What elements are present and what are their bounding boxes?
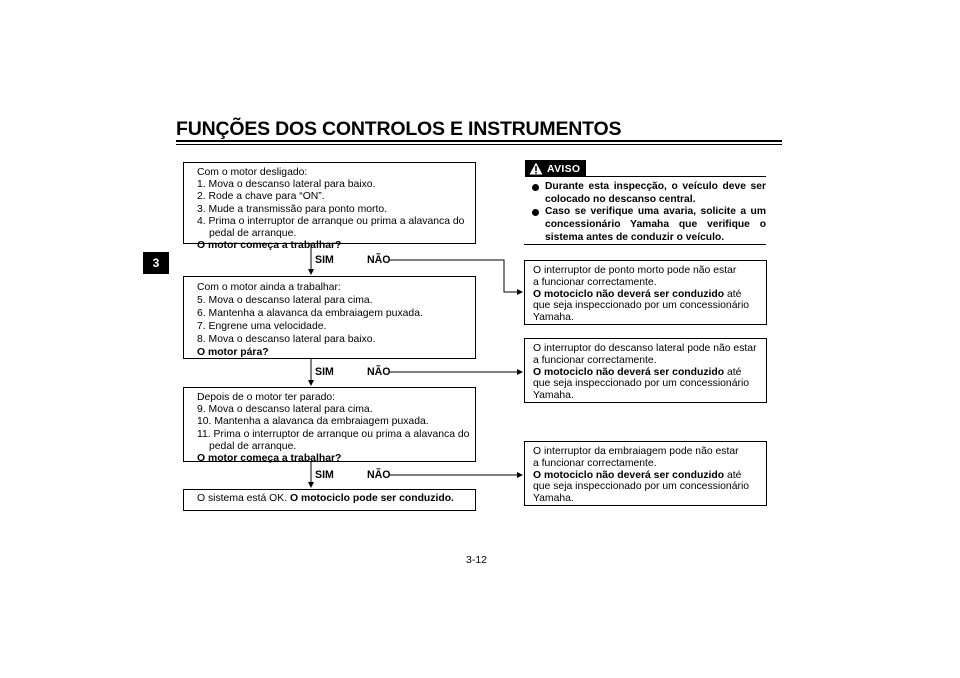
step-2-line: 6. Mantenha a alavanca da embraiagem puxada. [197, 308, 423, 320]
step-1-line: 4. Prima o interruptor de arranque ou prima a alavanca do [197, 215, 465, 227]
fault-line: a funcionar correctamente. [533, 276, 657, 288]
fault-bold: O motociclo não deverá ser conduzido [533, 469, 725, 481]
fault-bold: O motociclo não deverá ser conduzido [533, 366, 725, 378]
no-label-1: NÃO [367, 254, 391, 266]
step-2-line: 5. Mova o descanso lateral para cima. [197, 295, 373, 307]
fault-line: Yamaha. [533, 312, 574, 324]
result-bold: O motociclo pode ser conduzido. [289, 493, 454, 504]
warning-label: AVISO [547, 162, 581, 175]
step-3-line: 9. Mova o descanso lateral para cima. [197, 404, 373, 416]
step-3-question: O motor começa a trabalhar? [197, 453, 342, 465]
warning-rule-top [586, 176, 766, 177]
step-3-line: 10. Mantenha a alavanca da embraiagem puxada. [197, 416, 429, 428]
fault-line: O interruptor do descanso lateral pode não estar [533, 343, 757, 354]
fault-bold: O motociclo não deverá ser conduzido [533, 288, 725, 300]
bullet-icon [532, 209, 539, 216]
warning-rule-bottom [524, 244, 766, 245]
bullet-icon [532, 184, 539, 191]
step-1-question: O motor começa a trabalhar? [197, 240, 342, 252]
page-title: FUNÇÕES DOS CONTROLOS E INSTRUMENTOS [176, 118, 622, 140]
warning-badge [525, 160, 586, 177]
flow-result [183, 489, 476, 511]
warning-item-text: Durante esta inspecção, o veículo deve ser colocado no descanso central. [545, 181, 766, 206]
fault-line [533, 367, 758, 379]
fault-line: O interruptor da embraiagem pode não estar [533, 446, 739, 457]
fault-suffix: até [724, 288, 742, 300]
fault-line: a funcionar correctamente. [533, 354, 657, 366]
fault-line: O interruptor de ponto morto pode não estar [533, 265, 737, 276]
warning-item [532, 205, 766, 245]
flow-step-2 [183, 276, 476, 359]
fault-line: Yamaha. [533, 493, 574, 505]
fault-line: que seja inspeccionado por um concessionário [533, 481, 750, 493]
warning-triangle-icon [529, 162, 543, 175]
fault-box-clutch-switch [524, 441, 767, 506]
fault-box-sidestand-switch [524, 338, 767, 403]
fault-line: que seja inspeccionado por um concessionário [533, 300, 750, 312]
fault-line [533, 470, 758, 482]
fault-line [533, 289, 758, 301]
step-2-question: O motor pára? [197, 347, 269, 359]
step-2-line: 7. Engrene uma velocidade. [197, 321, 327, 333]
yes-label-1: SIM [315, 254, 334, 266]
step-2-line: 8. Mova o descanso lateral para baixo. [197, 334, 376, 346]
step-3-line: 11. Prima o interruptor de arranque ou prima a alavanca do [197, 428, 470, 440]
no-label-3: NÃO [367, 469, 391, 481]
yes-label-2: SIM [315, 366, 334, 378]
yes-label-3: SIM [315, 469, 334, 481]
result-text: O sistema está OK. [197, 493, 288, 504]
page-number: 3-12 [466, 554, 488, 566]
warning-item [532, 180, 766, 206]
step-1-line: 3. Mude a transmissão para ponto morto. [197, 203, 388, 215]
step-1-line: 1. Mova o descanso lateral para baixo. [197, 179, 376, 191]
fault-suffix: até [724, 366, 742, 378]
fault-line: Yamaha. [533, 390, 574, 402]
flow-step-1 [183, 162, 476, 252]
fault-suffix: até [724, 469, 742, 481]
warning-item-text: Caso se verifique uma avaria, solicite a um concessionário Yamaha que verifique o sistema antes de conduzir o veículo. [545, 206, 766, 244]
step-1-line: 2. Rode a chave para “ON”. [197, 191, 325, 203]
step-1-line: Com o motor desligado: [197, 167, 308, 178]
flow-step-3 [183, 387, 476, 465]
step-3-line: Depois de o motor ter parado: [197, 392, 336, 403]
fault-line: a funcionar correctamente. [533, 457, 657, 469]
fault-line: que seja inspeccionado por um concessionário [533, 378, 750, 390]
result-line [197, 493, 465, 505]
chapter-tab: 3 [143, 252, 169, 274]
step-1-line: pedal de arranque. [209, 228, 297, 240]
step-2-line: Com o motor ainda a trabalhar: [197, 282, 341, 293]
step-3-line: pedal de arranque. [209, 440, 297, 452]
no-label-2: NÃO [367, 366, 391, 378]
fault-box-neutral-switch [524, 260, 767, 325]
